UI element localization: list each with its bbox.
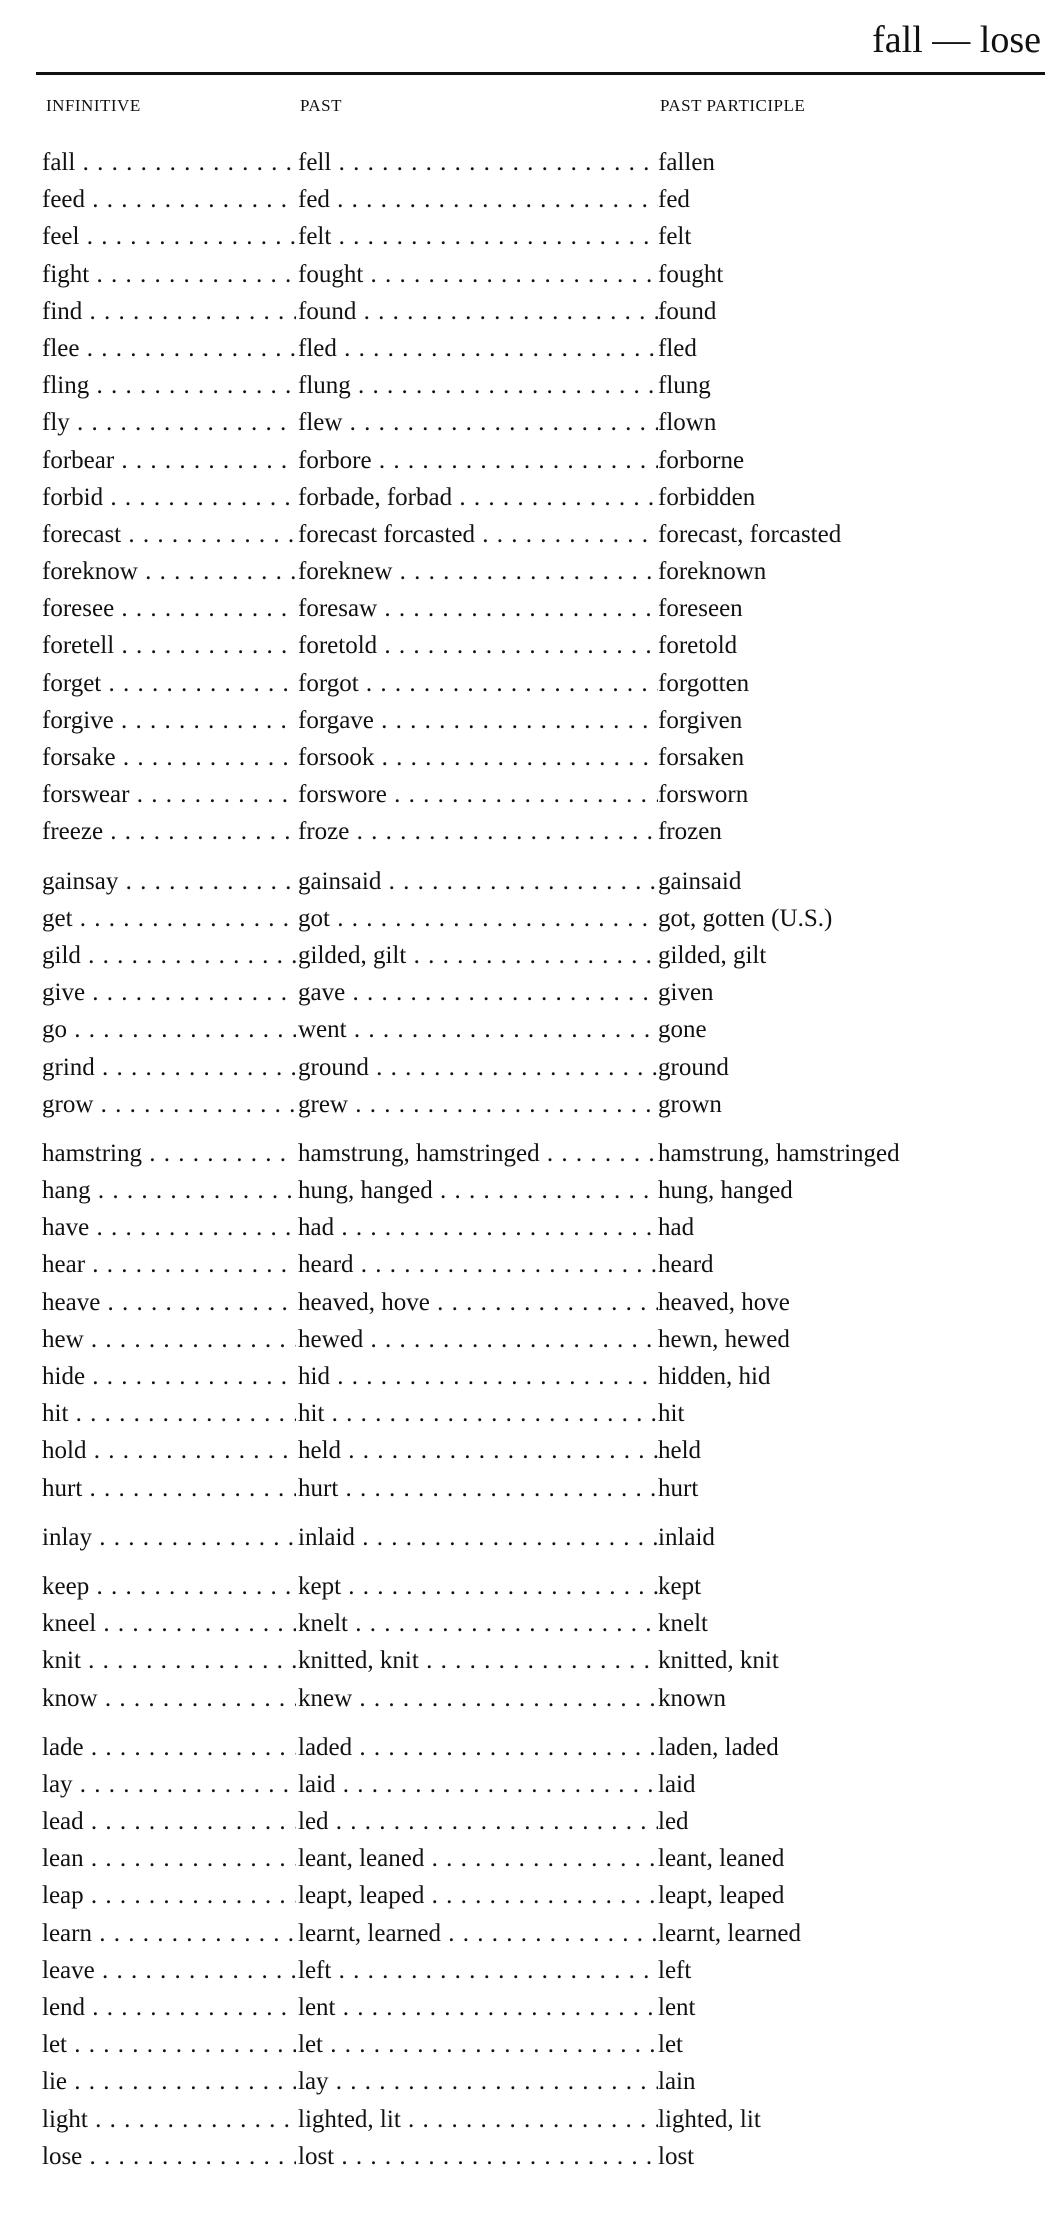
table-row bbox=[0, 1135, 1053, 1172]
past-participle-cell: hewn, hewed bbox=[658, 1325, 790, 1353]
infinitive-cell: kneel . . . bbox=[42, 1605, 296, 1642]
past-cell: foretold . . . bbox=[298, 627, 658, 664]
infinitive-cell: forbear . . . bbox=[42, 442, 296, 479]
past-cell: fed . . . bbox=[298, 181, 658, 218]
table-row bbox=[0, 553, 1053, 590]
infinitive-cell: lose . . . bbox=[42, 2138, 296, 2175]
past-participle-cell: heard bbox=[658, 1251, 714, 1279]
letter-group bbox=[0, 144, 1053, 851]
infinitive-cell: lie . . . bbox=[42, 2063, 296, 2100]
past-participle-cell: forborne bbox=[658, 446, 745, 474]
infinitive-cell: forecast . . . bbox=[42, 516, 296, 553]
past-participle-cell: lost bbox=[658, 2142, 695, 2170]
past-cell: knelt . . . bbox=[298, 1605, 658, 1642]
past-cell: knitted, knit . . . bbox=[298, 1642, 658, 1679]
table-row bbox=[0, 1395, 1053, 1432]
past-participle-cell: left bbox=[658, 1956, 692, 1984]
table-row bbox=[0, 1840, 1053, 1877]
table-row bbox=[0, 1952, 1053, 1989]
past-cell: forswore . . . bbox=[298, 776, 658, 813]
table-row bbox=[0, 1568, 1053, 1605]
past-cell: hurt . . . bbox=[298, 1470, 658, 1507]
past-participle-cell: kept bbox=[658, 1572, 702, 1600]
infinitive-cell: hit . . . bbox=[42, 1395, 296, 1432]
past-cell: flew . . . bbox=[298, 404, 658, 441]
infinitive-cell: keep . . . bbox=[42, 1568, 296, 1605]
past-participle-cell: found bbox=[658, 297, 717, 325]
table-row bbox=[0, 739, 1053, 776]
table-row bbox=[0, 900, 1053, 937]
infinitive-cell: fight . . . bbox=[42, 256, 296, 293]
infinitive-cell: grow . . . bbox=[42, 1086, 296, 1123]
past-participle-cell: forgiven bbox=[658, 706, 743, 734]
table-row bbox=[0, 1642, 1053, 1679]
past-participle-cell: let bbox=[658, 2031, 683, 2059]
past-cell: let . . . bbox=[298, 2026, 658, 2063]
infinitive-cell: gainsay . . . bbox=[42, 863, 296, 900]
past-participle-cell: grown bbox=[658, 1090, 722, 1118]
past-cell: forbade, forbad . . . bbox=[298, 479, 658, 516]
running-head: fall — lose bbox=[872, 19, 1041, 61]
past-participle-cell: known bbox=[658, 1684, 727, 1712]
infinitive-cell: grind . . . bbox=[42, 1049, 296, 1086]
past-participle-cell: lighted, lit bbox=[658, 2105, 761, 2133]
past-participle-cell: lain bbox=[658, 2068, 696, 2096]
past-cell: hung, hanged . . . bbox=[298, 1172, 658, 1209]
infinitive-cell: leave . . . bbox=[42, 1952, 296, 1989]
table-row bbox=[0, 181, 1053, 218]
past-participle-cell: ground bbox=[658, 1053, 729, 1081]
table-row bbox=[0, 1284, 1053, 1321]
table-row bbox=[0, 665, 1053, 702]
table-row bbox=[0, 1680, 1053, 1717]
table-row bbox=[0, 813, 1053, 850]
past-cell: forecast forcasted . . . bbox=[298, 516, 658, 553]
infinitive-cell: hang . . . bbox=[42, 1172, 296, 1209]
past-cell: leapt, leaped . . . bbox=[298, 1877, 658, 1914]
table-row bbox=[0, 590, 1053, 627]
infinitive-cell: learn . . . bbox=[42, 1915, 296, 1952]
table-row bbox=[0, 1246, 1053, 1283]
table-row bbox=[0, 1519, 1053, 1556]
infinitive-cell: gild . . . bbox=[42, 937, 296, 974]
past-participle-cell: forecast, forcasted bbox=[658, 520, 842, 548]
past-participle-cell: foretold bbox=[658, 632, 738, 660]
infinitive-cell: knit . . . bbox=[42, 1642, 296, 1679]
table-row bbox=[0, 1729, 1053, 1766]
past-participle-cell: leapt, leaped bbox=[658, 1882, 785, 1910]
past-participle-cell: heaved, hove bbox=[658, 1288, 790, 1316]
infinitive-cell: hear . . . bbox=[42, 1246, 296, 1283]
infinitive-cell: let . . . bbox=[42, 2026, 296, 2063]
past-participle-cell: forgotten bbox=[658, 669, 750, 697]
infinitive-cell: lade . . . bbox=[42, 1729, 296, 1766]
letter-group bbox=[0, 1519, 1053, 1556]
past-cell: froze . . . bbox=[298, 813, 658, 850]
infinitive-cell: give . . . bbox=[42, 974, 296, 1011]
past-participle-cell: held bbox=[658, 1437, 702, 1465]
past-cell: ground . . . bbox=[298, 1049, 658, 1086]
table-row bbox=[0, 1049, 1053, 1086]
infinitive-cell: forgive . . . bbox=[42, 702, 296, 739]
past-cell: foreknew . . . bbox=[298, 553, 658, 590]
infinitive-cell: hamstring . . . bbox=[42, 1135, 296, 1172]
past-cell: knew . . . bbox=[298, 1680, 658, 1717]
table-row bbox=[0, 1086, 1053, 1123]
infinitive-cell: lay . . . bbox=[42, 1766, 296, 1803]
past-participle-cell: laden, laded bbox=[658, 1733, 779, 1761]
infinitive-cell: feed . . . bbox=[42, 181, 296, 218]
past-cell: went . . . bbox=[298, 1011, 658, 1048]
past-participle-cell: laid bbox=[658, 1770, 696, 1798]
past-participle-cell: led bbox=[658, 1808, 689, 1836]
table-row bbox=[0, 1358, 1053, 1395]
past-participle-cell: hit bbox=[658, 1400, 685, 1428]
past-cell: laid . . . bbox=[298, 1766, 658, 1803]
past-participle-cell: fled bbox=[658, 334, 697, 362]
column-header-infinitive: INFINITIVE bbox=[46, 96, 141, 115]
past-cell: hewed . . . bbox=[298, 1321, 658, 1358]
past-cell: gainsaid . . . bbox=[298, 863, 658, 900]
infinitive-cell: hold . . . bbox=[42, 1432, 296, 1469]
table-row bbox=[0, 1989, 1053, 2026]
table-row bbox=[0, 144, 1053, 181]
infinitive-cell: feel . . . bbox=[42, 218, 296, 255]
past-participle-cell: given bbox=[658, 979, 714, 1007]
past-participle-cell: fought bbox=[658, 260, 724, 288]
past-participle-cell: felt bbox=[658, 223, 692, 251]
table-row bbox=[0, 1172, 1053, 1209]
past-participle-cell: leant, leaned bbox=[658, 1845, 785, 1873]
past-cell: had . . . bbox=[298, 1209, 658, 1246]
past-cell: lay . . . bbox=[298, 2063, 658, 2100]
verb-table bbox=[0, 144, 1053, 2187]
past-cell: leant, leaned . . . bbox=[298, 1840, 658, 1877]
table-row bbox=[0, 702, 1053, 739]
past-participle-cell: gilded, gilt bbox=[658, 941, 767, 969]
past-cell: flung . . . bbox=[298, 367, 658, 404]
infinitive-cell: forbid . . . bbox=[42, 479, 296, 516]
past-cell: held . . . bbox=[298, 1432, 658, 1469]
past-participle-cell: forsaken bbox=[658, 744, 745, 771]
past-cell: kept . . . bbox=[298, 1568, 658, 1605]
table-row bbox=[0, 2138, 1053, 2175]
past-cell: fell . . . bbox=[298, 144, 658, 181]
infinitive-cell: go . . . bbox=[42, 1011, 296, 1048]
past-cell: lighted, lit . . . bbox=[298, 2101, 658, 2138]
infinitive-cell: forswear . . . bbox=[42, 776, 296, 813]
past-cell: fought . . . bbox=[298, 256, 658, 293]
table-row bbox=[0, 974, 1053, 1011]
column-header-past-participle: PAST PARTICIPLE bbox=[660, 96, 806, 115]
past-cell: forgave . . . bbox=[298, 702, 658, 739]
past-cell: hit . . . bbox=[298, 1395, 658, 1432]
infinitive-cell: find . . . bbox=[42, 293, 296, 330]
table-row bbox=[0, 776, 1053, 813]
letter-group bbox=[0, 1729, 1053, 2175]
table-row bbox=[0, 1605, 1053, 1642]
table-row bbox=[0, 627, 1053, 664]
infinitive-cell: inlay . . . bbox=[42, 1519, 296, 1556]
infinitive-cell: leap . . . bbox=[42, 1877, 296, 1914]
past-participle-cell: fallen bbox=[658, 149, 715, 176]
table-row bbox=[0, 330, 1053, 367]
table-row bbox=[0, 1321, 1053, 1358]
past-participle-cell: had bbox=[658, 1214, 695, 1242]
infinitive-cell: foresee . . . bbox=[42, 590, 296, 627]
past-cell: gilded, gilt . . . bbox=[298, 937, 658, 974]
table-row bbox=[0, 256, 1053, 293]
letter-group bbox=[0, 863, 1053, 1123]
infinitive-cell: lend . . . bbox=[42, 1989, 296, 2026]
table-row bbox=[0, 404, 1053, 441]
past-cell: felt . . . bbox=[298, 218, 658, 255]
infinitive-cell: lean . . . bbox=[42, 1840, 296, 1877]
table-row bbox=[0, 2101, 1053, 2138]
infinitive-cell: fall . . . bbox=[42, 144, 296, 181]
past-participle-cell: got, gotten (U.S.) bbox=[658, 904, 833, 932]
infinitive-cell: heave . . . bbox=[42, 1284, 296, 1321]
past-cell: foresaw . . . bbox=[298, 590, 658, 627]
past-cell: forbore . . . bbox=[298, 442, 658, 479]
infinitive-cell: foretell . . . bbox=[42, 627, 296, 664]
past-cell: got . . . bbox=[298, 900, 658, 937]
table-row bbox=[0, 937, 1053, 974]
past-cell: heaved, hove . . . bbox=[298, 1284, 658, 1321]
table-row bbox=[0, 1915, 1053, 1952]
past-participle-cell: gainsaid bbox=[658, 867, 742, 895]
past-participle-cell: fed bbox=[658, 186, 690, 214]
past-participle-cell: knitted, knit bbox=[658, 1647, 779, 1675]
past-participle-cell: hurt bbox=[658, 1474, 699, 1502]
column-header-past: PAST bbox=[300, 96, 343, 115]
table-row bbox=[0, 516, 1053, 553]
header-rule bbox=[36, 72, 1045, 75]
past-cell: hamstrung, hamstringed . . . bbox=[298, 1135, 658, 1172]
past-participle-cell: knelt bbox=[658, 1610, 708, 1638]
table-row bbox=[0, 1470, 1053, 1507]
past-cell: found . . . bbox=[298, 293, 658, 330]
past-participle-cell: flung bbox=[658, 372, 711, 400]
table-row bbox=[0, 863, 1053, 900]
past-participle-cell: forbidden bbox=[658, 483, 756, 511]
table-row bbox=[0, 1209, 1053, 1246]
past-cell: lost . . . bbox=[298, 2138, 658, 2175]
table-row bbox=[0, 2063, 1053, 2100]
past-participle-cell: foreseen bbox=[658, 595, 743, 623]
table-row bbox=[0, 293, 1053, 330]
infinitive-cell: foreknow . . . bbox=[42, 553, 296, 590]
infinitive-cell: freeze . . . bbox=[42, 813, 296, 850]
past-cell: left . . . bbox=[298, 1952, 658, 1989]
past-participle-cell: learnt, learned bbox=[658, 1919, 801, 1947]
past-participle-cell: foreknown bbox=[658, 558, 767, 586]
table-row bbox=[0, 1877, 1053, 1914]
past-cell: lent . . . bbox=[298, 1989, 658, 2026]
infinitive-cell: flee . . . bbox=[42, 330, 296, 367]
infinitive-cell: hurt . . . bbox=[42, 1470, 296, 1507]
column-headers bbox=[0, 86, 1053, 126]
past-cell: forsook . . . bbox=[298, 739, 658, 776]
table-row bbox=[0, 1432, 1053, 1469]
infinitive-cell: have . . . bbox=[42, 1209, 296, 1246]
infinitive-cell: get . . . bbox=[42, 900, 296, 937]
past-cell: led . . . bbox=[298, 1803, 658, 1840]
letter-group bbox=[0, 1135, 1053, 1507]
table-row bbox=[0, 1803, 1053, 1840]
past-participle-cell: inlaid bbox=[658, 1523, 715, 1551]
past-participle-cell: gone bbox=[658, 1016, 707, 1044]
letter-group bbox=[0, 1568, 1053, 1717]
past-cell: laded . . . bbox=[298, 1729, 658, 1766]
past-cell: grew . . . bbox=[298, 1086, 658, 1123]
past-cell: heard . . . bbox=[298, 1246, 658, 1283]
infinitive-cell: forsake . . . bbox=[42, 739, 296, 776]
past-participle-cell: frozen bbox=[658, 818, 722, 846]
past-cell: hid . . . bbox=[298, 1358, 658, 1395]
table-row bbox=[0, 2026, 1053, 2063]
past-cell: forgot . . . bbox=[298, 665, 658, 702]
past-participle-cell: lent bbox=[658, 1994, 696, 2021]
infinitive-cell: fling . . . bbox=[42, 367, 296, 404]
table-row bbox=[0, 442, 1053, 479]
past-participle-cell: flown bbox=[658, 409, 717, 437]
past-cell: fled . . . bbox=[298, 330, 658, 367]
infinitive-cell: know . . . bbox=[42, 1680, 296, 1717]
table-row bbox=[0, 479, 1053, 516]
past-participle-cell: hamstrung, hamstringed bbox=[658, 1139, 900, 1167]
past-cell: inlaid . . . bbox=[298, 1519, 658, 1556]
infinitive-cell: hide . . . bbox=[42, 1358, 296, 1395]
infinitive-cell: light . . . bbox=[42, 2101, 296, 2138]
past-participle-cell: hung, hanged bbox=[658, 1177, 793, 1205]
table-row bbox=[0, 218, 1053, 255]
infinitive-cell: lead . . . bbox=[42, 1803, 296, 1840]
table-row bbox=[0, 1011, 1053, 1048]
infinitive-cell: forget . . . bbox=[42, 665, 296, 702]
table-row bbox=[0, 367, 1053, 404]
infinitive-cell: fly . . . bbox=[42, 404, 296, 441]
past-participle-cell: hidden, hid bbox=[658, 1363, 771, 1390]
past-cell: gave . . . bbox=[298, 974, 658, 1011]
infinitive-cell: hew . . . bbox=[42, 1321, 296, 1358]
past-cell: learnt, learned . . . bbox=[298, 1915, 658, 1952]
table-row bbox=[0, 1766, 1053, 1803]
past-participle-cell: forsworn bbox=[658, 781, 749, 809]
